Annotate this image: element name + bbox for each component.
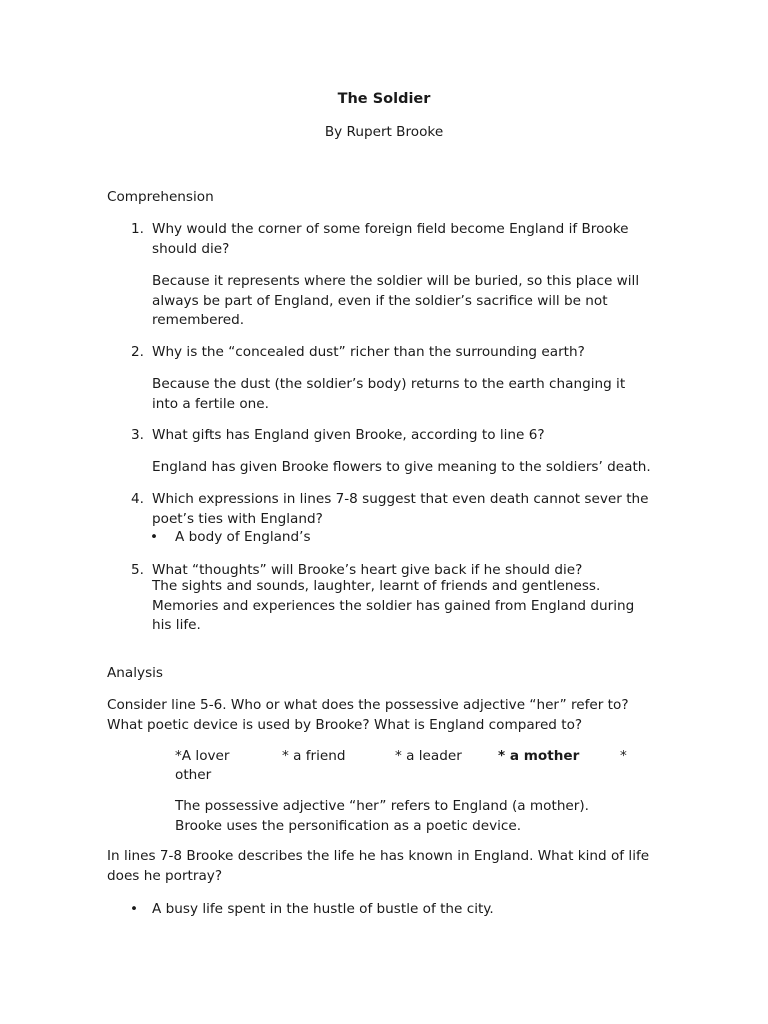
- document-title: The Soldier: [337, 91, 431, 107]
- comprehension-heading: Comprehension: [107, 189, 214, 205]
- item-number: 5.: [131, 562, 144, 578]
- bullet: •: [130, 901, 139, 917]
- option-other: other: [175, 767, 212, 783]
- comprehension-question-4: Which expressions in lines 7-8 suggest that even death cannot sever the poet’s ties with England?: [152, 491, 649, 527]
- comprehension-question-5: What “thoughts” will Brooke’s heart give back if he should die?: [152, 562, 583, 578]
- option-friend: * a friend: [282, 748, 346, 764]
- analysis-heading: Analysis: [107, 665, 164, 681]
- analysis-answer-1: The possessive adjective “her” refers to England (a mother). Brooke uses the personification as a poetic device.: [175, 798, 590, 834]
- option-lover: *A lover: [175, 748, 230, 764]
- analysis-question-2: In lines 7-8 Brooke describes the life he has known in England. What kind of life does he portray?: [107, 848, 650, 884]
- item-number: 3.: [131, 427, 144, 443]
- comprehension-answer-3: England has given Brooke flowers to give meaning to the soldiers’ death.: [152, 459, 651, 475]
- comprehension-question-3: What gifts has England given Brooke, according to line 6?: [152, 427, 545, 443]
- option-leader: * a leader: [395, 748, 462, 764]
- option-other-star: *: [620, 748, 627, 764]
- comprehension-question-1: Why would the corner of some foreign field become England if Brooke should die?: [152, 221, 629, 257]
- comprehension-question-2: Why is the “concealed dust” richer than the surrounding earth?: [152, 344, 585, 360]
- comprehension-answer-2: Because the dust (the soldier’s body) returns to the earth changing it into a fertile one.: [152, 376, 626, 412]
- options-row: [0, 747, 768, 787]
- document-author: By Rupert Brooke: [324, 124, 444, 140]
- analysis-question-1: Consider line 5-6. Who or what does the possessive adjective “her” refer to? What poetic device is used by Brooke? What is England compared to?: [107, 697, 629, 733]
- item-number: 4.: [131, 491, 144, 507]
- comprehension-answer-5: The sights and sounds, laughter, learnt of friends and gentleness. Memories and experiences the soldier has gained from England during his life.: [152, 578, 635, 633]
- item-number: 2.: [131, 344, 144, 360]
- bullet: •: [150, 529, 159, 545]
- option-mother: * a mother: [498, 748, 580, 764]
- comprehension-answer-1: Because it represents where the soldier will be buried, so this place will always be part of England, even if the soldier’s sacrifice will be not remembered.: [152, 273, 640, 328]
- item-number: 1.: [131, 221, 144, 237]
- analysis-answer-2: A busy life spent in the hustle of bustle of the city.: [152, 901, 494, 917]
- comprehension-answer-4: A body of England’s: [175, 529, 311, 545]
